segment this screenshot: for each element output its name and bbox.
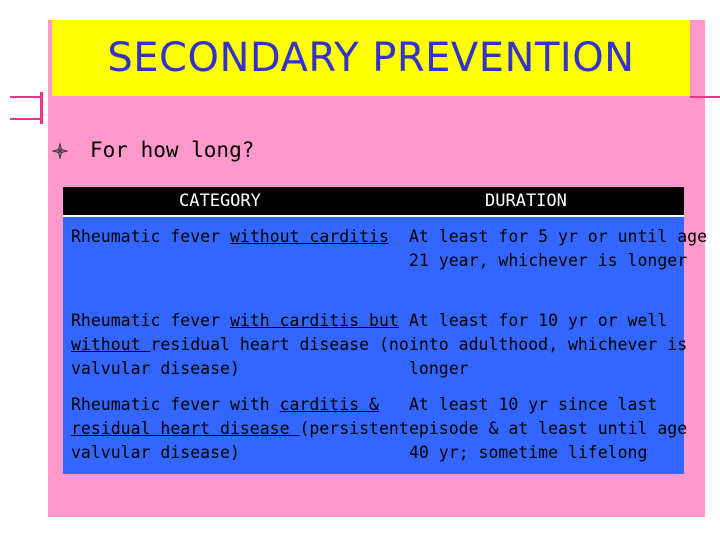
underlined-text: residual heart disease	[71, 419, 300, 438]
duration-cell	[409, 309, 687, 381]
text-segment: (persistent	[299, 419, 409, 438]
category-line	[71, 417, 409, 441]
underlined-text: without carditis	[229, 227, 389, 246]
underlined-text: carditis &	[279, 395, 379, 414]
category-line	[71, 357, 409, 381]
bullet-question: For how long?	[90, 138, 255, 162]
text-segment: valvular disease)	[71, 359, 240, 378]
text-segment: Rheumatic fever with	[71, 395, 280, 414]
four-point-star-bullet-icon	[52, 143, 68, 159]
duration-line: 40 yr; sometime lifelong	[409, 443, 648, 462]
text-segment: valvular disease)	[71, 443, 240, 462]
decorative-accent-line	[690, 96, 720, 98]
category-line	[71, 441, 409, 465]
duration-line: episode & at least until age	[409, 419, 688, 438]
category-cell	[71, 393, 409, 465]
category-line	[71, 393, 409, 417]
category-line	[71, 225, 389, 249]
duration-cell	[409, 393, 687, 465]
duration-cell	[409, 225, 707, 273]
category-line	[71, 333, 409, 357]
decorative-accent-bar	[10, 96, 40, 120]
header-category: CATEGORY	[179, 191, 261, 211]
category-cell	[71, 309, 409, 381]
underlined-text: without	[71, 335, 151, 354]
text-segment: Rheumatic fever	[71, 311, 230, 330]
text-segment: residual heart disease (no	[150, 335, 409, 354]
duration-line: 21 year, whichever is longer	[409, 251, 688, 270]
category-line	[71, 309, 409, 333]
text-segment: Rheumatic fever	[71, 227, 230, 246]
duration-line: longer	[409, 359, 469, 378]
duration-line: At least 10 yr since last	[409, 395, 658, 414]
category-cell	[71, 225, 389, 249]
duration-line: At least for 5 yr or until age	[409, 227, 708, 246]
page-title: SECONDARY PREVENTION	[107, 35, 635, 81]
duration-table	[63, 187, 708, 474]
underlined-text: with carditis but	[229, 311, 399, 330]
duration-line: At least for 10 yr or well	[409, 311, 668, 330]
header-duration: DURATION	[485, 191, 567, 211]
table-header	[63, 187, 684, 217]
duration-line: into adulthood, whichever is	[409, 335, 688, 354]
